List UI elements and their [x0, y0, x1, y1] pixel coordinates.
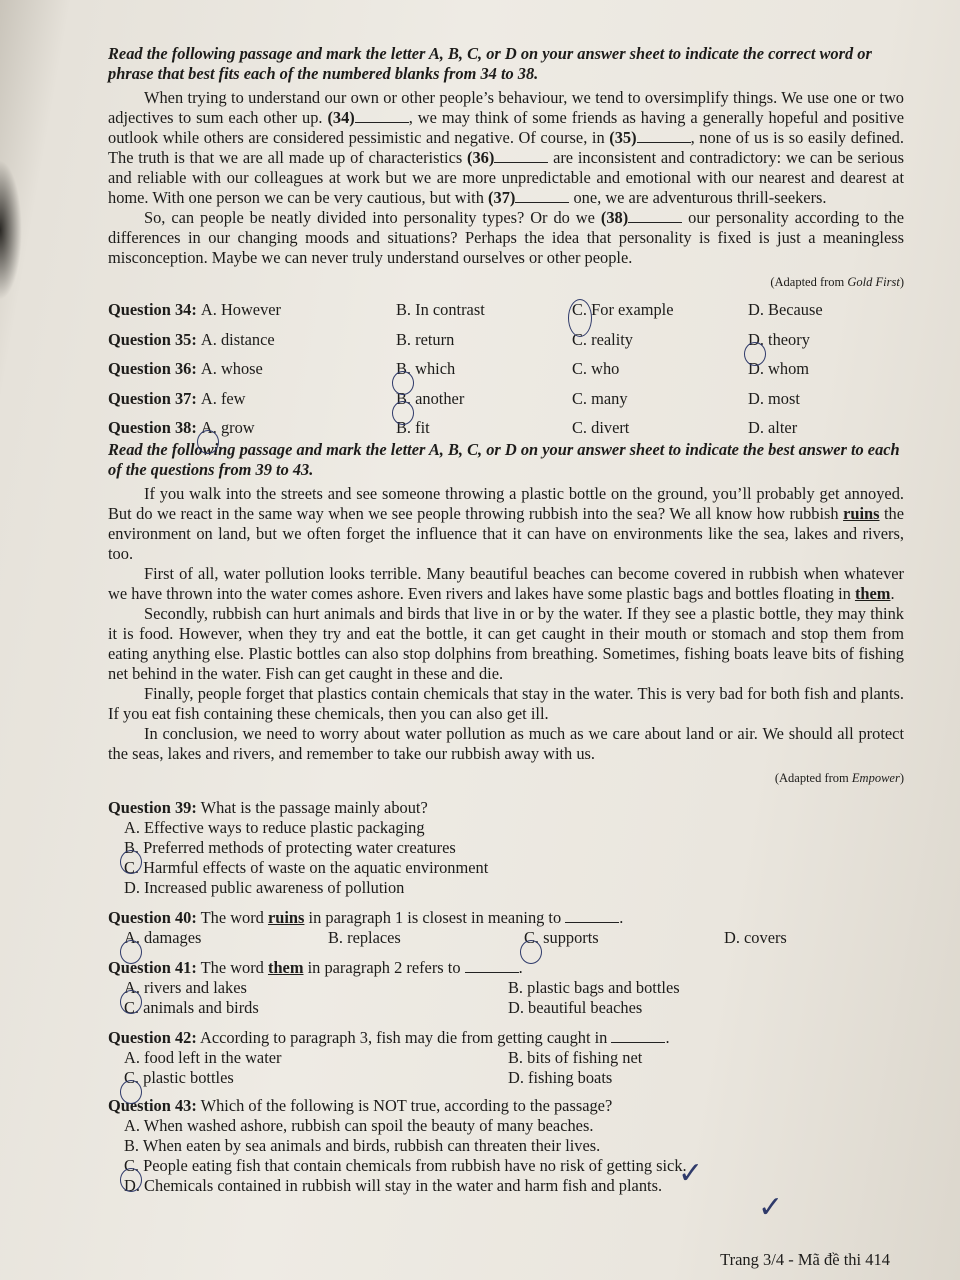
page-content: [108, 44, 904, 1196]
passage2-paragraph-2: First of all, water pollution looks terrible. Many beautiful beaches can become covered in rubbish when whatever we have thrown into the water comes ashore. Even rivers and lakes have some plastic bags and bottles floating in them.: [108, 564, 904, 603]
passage2-paragraph-3: Secondly, rubbish can hurt animals and birds that live in or by the water. If they see a plastic bottle, they may think it is food. However, when they try and eat the bottle, it can get caught in their mouth or stomach and stop them from eating anything else. Plastic bottles can also stop dolphins from breathing. Sometimes, fishing boats leave bits of fishing net behind in the water. Fish can get caught in these and die.: [108, 604, 904, 683]
section2-instruction: Read the following passage and mark the letter A, B, C, or D on your answer sheet to indicate the best answer to each of the questions from 39 to 43.: [108, 440, 900, 479]
page-footer: Trang 3/4 - Mã đề thi 414: [720, 1250, 890, 1269]
passage2-paragraph-1: If you walk into the streets and see someone throwing a plastic bottle on the ground, you’ll probably get annoyed. But do we react in the same way when we see people throwing rubbish into the sea? We all know how rubbish ruins the environment on land, but we often forget the influence that it can have on environments like the sea, lakes and rivers, too.: [108, 484, 904, 563]
q40-options: [108, 928, 904, 948]
q41-option-d[interactable]: D. beautiful beaches: [508, 998, 643, 1017]
q43-option-a[interactable]: A. When washed ashore, rubbish can spoil the beauty of many beaches.: [124, 1116, 594, 1135]
question-39: [108, 798, 904, 898]
check-mark-icon: ✓: [758, 1190, 784, 1225]
passage1-paragraph-1: When trying to understand our own or other people’s behaviour, we tend to oversimplify things. We use one or two adjectives to sum each other up. (34) , we may think of some friends as having a generally hopeful and positive outlook while others are considered pessimistic and negative. Of course, in (35) , none of us is so easily defined. The truth is that we are all made up of characteristics (36) are inconsistent and contradictory: we can be serious and reliable with our colleagues at work but we are more unpredictable and emotional with our nearest and dearest at home. With one person we can be very cautious, but with (37) one, we are adventurous thrill-seekers.: [108, 88, 905, 207]
passage2-paragraph-4: Finally, people forget that plastics contain chemicals that stay in the water. This is very bad for both fish and plants. If you eat fish containing these chemicals, then you can also get ill.: [108, 684, 904, 723]
q38-option-b[interactable]: B. fit: [396, 418, 430, 437]
section1-instruction: Read the following passage and mark the letter A, B, C, or D on your answer sheet to indicate the correct word or phrase that best fits each of the numbered blanks from 34 to 38.: [108, 44, 872, 83]
blank-35: [637, 130, 691, 143]
finger-shadow: [0, 160, 22, 300]
q43-option-d[interactable]: D. Chemicals contained in rubbish will stay in the water and harm fish and plants.: [124, 1176, 663, 1195]
q40-stem: Question 40: The word ruins in paragraph 1 is closest in meaning to .: [108, 908, 624, 927]
passage1-paragraph-2: So, can people be neatly divided into personality types? Or do we (38) our personality according to the differences in our changing moods and situations? Perhaps the idea that personality is fixed is just a meaningless misconception. Maybe we can never truly understand ourselves or other people.: [108, 208, 904, 267]
q40-option-d[interactable]: D. covers: [724, 928, 787, 947]
q36-label: Question 36: A. whose: [108, 359, 263, 378]
question-43: [108, 1096, 904, 1196]
q41-stem: Question 41: The word them in paragraph 2 refers to .: [108, 958, 523, 977]
q38-option-d[interactable]: D. alter: [748, 418, 798, 437]
blank-38: [628, 210, 682, 223]
q37-label: Question 37: A. few: [108, 388, 246, 408]
q42-option-a[interactable]: A. food left in the water: [124, 1048, 282, 1067]
q35-label: Question 35: A. distance: [108, 329, 275, 349]
q42-option-d[interactable]: D. fishing boats: [508, 1068, 613, 1087]
passage2-paragraph-5: In conclusion, we need to worry about water pollution as much as we care about land or air. We should all protect the seas, lakes and rivers, and remember to take our rubbish away with us.: [108, 724, 904, 763]
q43-option-c[interactable]: C. People eating fish that contain chemicals from rubbish have no risk of getting sick.: [124, 1156, 687, 1175]
q34-option-c[interactable]: C. For example: [572, 300, 674, 319]
source-gold-first: (Adapted from Gold First): [770, 275, 904, 289]
question-42: [108, 1028, 904, 1088]
q39-option-b[interactable]: B. Preferred methods of protecting water creatures: [124, 838, 456, 857]
q37-option-d[interactable]: D. most: [748, 388, 800, 408]
q39-stem: Question 39: What is the passage mainly about?: [108, 798, 428, 817]
q39-option-d[interactable]: D. Increased public awareness of pollution: [124, 878, 405, 897]
q35-option-b[interactable]: B. return: [396, 329, 455, 349]
q41-options: [108, 978, 904, 1018]
blank-37: [515, 190, 569, 203]
q41-option-a[interactable]: A. rivers and lakes: [124, 978, 247, 997]
q36-option-c[interactable]: C. who: [572, 359, 620, 378]
q34-option-b[interactable]: B. In contrast: [396, 300, 485, 319]
q43-option-b[interactable]: B. When eaten by sea animals and birds, rubbish can threaten their lives.: [124, 1136, 601, 1155]
q37-option-c[interactable]: C. many: [572, 388, 628, 408]
questions-34-38: [108, 300, 904, 438]
q38-label: Question 38: A. grow: [108, 418, 255, 437]
source-empower: (Adapted from Empower): [774, 771, 904, 785]
q41-option-b[interactable]: B. plastic bags and bottles: [508, 978, 680, 997]
q40-option-c[interactable]: C. supports: [524, 928, 599, 947]
question-41: [108, 958, 904, 1018]
q42-option-b[interactable]: B. bits of fishing net: [508, 1048, 643, 1067]
q39-option-c[interactable]: C. Harmful effects of waste on the aquatic environment: [124, 858, 489, 877]
q42-stem: Question 42: According to paragraph 3, fish may die from getting caught in .: [108, 1028, 670, 1047]
q35-option-d[interactable]: D. theory: [748, 329, 810, 349]
blank-36: [494, 150, 548, 163]
q40-option-a[interactable]: A. damages: [124, 928, 202, 947]
q42-option-c[interactable]: C. plastic bottles: [124, 1068, 234, 1087]
question-40: [108, 908, 904, 948]
q42-options: [108, 1048, 904, 1088]
q36-option-b[interactable]: B. which: [396, 359, 456, 378]
blank-34: [355, 110, 409, 123]
q41-option-c[interactable]: C. animals and birds: [124, 998, 259, 1017]
q34-option-d[interactable]: D. Because: [748, 300, 823, 319]
q37-option-b[interactable]: B. another: [396, 388, 465, 408]
q39-option-a[interactable]: A. Effective ways to reduce plastic packaging: [124, 818, 425, 837]
q40-option-b[interactable]: B. replaces: [328, 928, 401, 947]
check-mark-icon: ✓: [678, 1156, 704, 1191]
q36-option-d[interactable]: D. whom: [748, 359, 810, 378]
q35-option-c[interactable]: C. reality: [572, 329, 633, 349]
q38-option-c[interactable]: C. divert: [572, 418, 630, 437]
q43-stem: Question 43: Which of the following is NOT true, according to the passage?: [108, 1096, 613, 1115]
q34-label: Question 34: A. However: [108, 300, 282, 319]
